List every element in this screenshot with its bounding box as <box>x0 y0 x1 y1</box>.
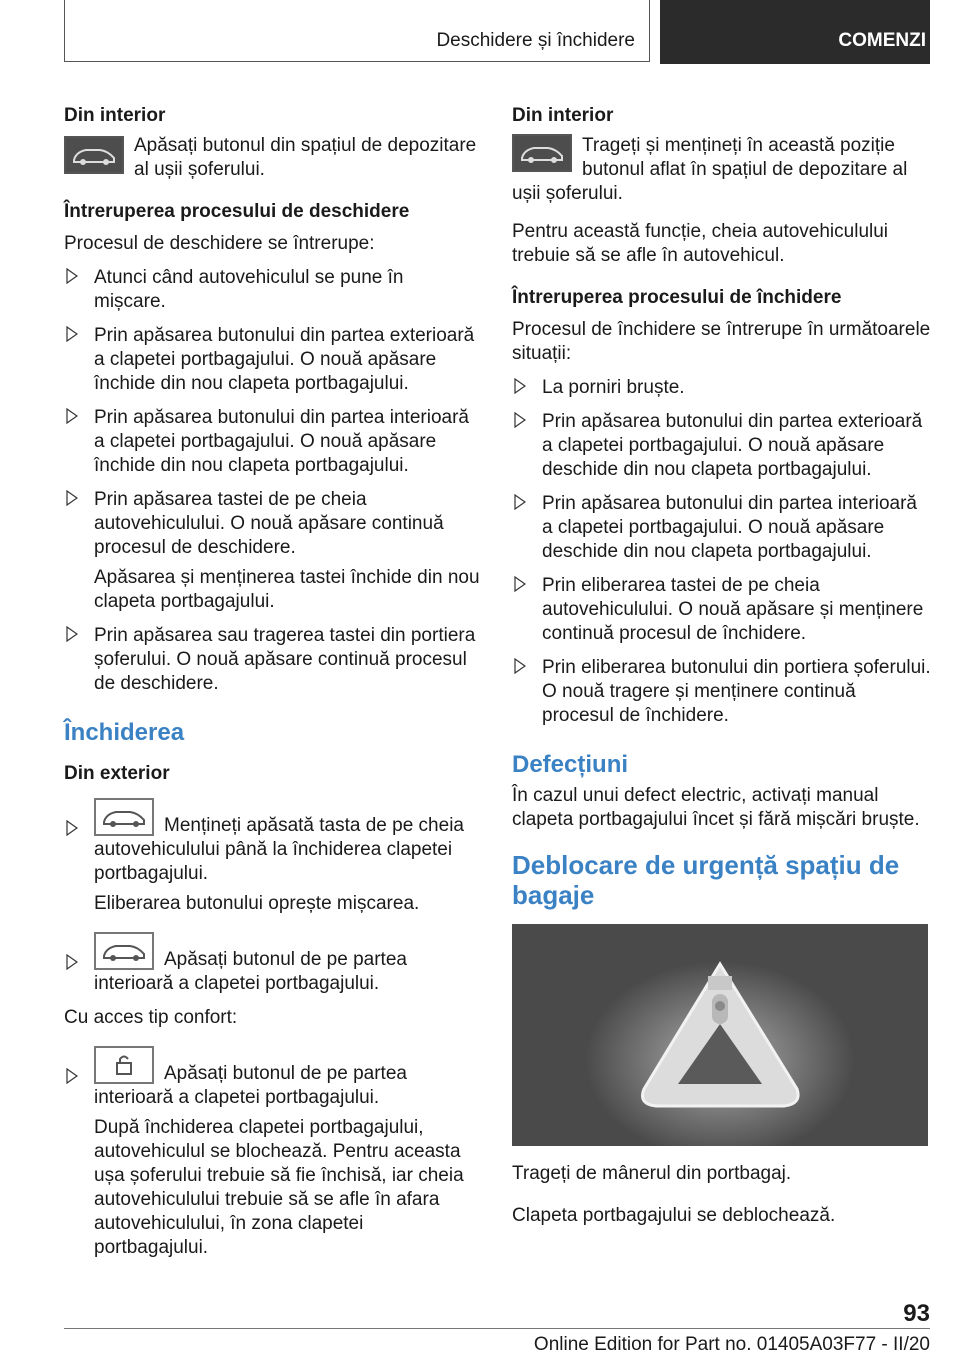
triangle-bullet-icon <box>66 408 78 424</box>
left-s2-title: Întreruperea procesului de deschidere <box>64 201 410 222</box>
section-title: Deschidere și închidere <box>436 30 635 51</box>
right-column <box>512 104 932 1238</box>
list-item: Prin apăsarea sau tragerea tastei din portiera șoferului. O nouă apăsare continuă procesul de deschidere. <box>64 624 480 696</box>
defectiuni-text: În cazul unui defect electric, activați manual clapeta portbagajului încet și fără mișcări bruște. <box>512 785 920 830</box>
page-number: 93 <box>903 1300 930 1327</box>
left-column <box>64 104 480 1270</box>
left-s3-title: Din exterior <box>64 763 170 784</box>
list-item: Prin apăsarea butonului din partea exterioară a clapetei portbagajului. O nouă apăsare deschide din nou clapeta portbagajului. <box>512 410 932 482</box>
list-item: Prin apăsarea tastei de pe cheia autovehiculului. O nouă apăsare continuă procesul de deschidere. Apăsarea și menținerea tastei închide din nou clapeta portbagajului. <box>64 488 480 614</box>
left-s1-row <box>64 136 480 182</box>
chapter-tab <box>660 0 930 64</box>
list-item: Prin apăsarea butonului din partea interioară a clapetei portbagajului. O nouă apăsare închide din nou clapeta portbagajului. <box>64 406 480 478</box>
list-item-continuation: Apăsarea și menținerea tastei închide din nou clapeta portbagajului. <box>94 567 480 612</box>
right-s1-title: Din interior <box>512 105 614 126</box>
triangle-bullet-icon <box>66 1068 78 1084</box>
left-s2-intro: Procesul de deschidere se întrerupe: <box>64 233 375 254</box>
list-item: Prin eliberarea butonului din portiera șoferului. O nouă tragere și menținere continuă procesul de închidere. <box>512 656 932 728</box>
section-title-box <box>64 0 650 62</box>
left-confort: Cu acces tip confort: <box>64 1007 238 1028</box>
right-s1-row <box>512 134 932 206</box>
lock-icon <box>94 1046 154 1084</box>
triangle-bullet-icon <box>66 954 78 970</box>
list-item: Prin eliberarea tastei de pe cheia autovehiculului. O nouă apăsare și menținere continuă procesul de închidere. <box>512 574 932 646</box>
list-item-continuation: După închiderea clapetei portbagajului, autovehiculul se blochează. Pentru aceasta ușa șoferului trebuie să fie închisă, iar cheia autovehiculului trebuie să se afle în afara autovehiculului, în zona clapetei portbagajului. <box>94 1117 464 1258</box>
chapter-title: COMENZI <box>838 30 926 51</box>
list-item-continuation: Eliberarea butonului oprește mișcarea. <box>94 893 420 914</box>
trunk-release-handle-photo <box>512 924 928 1146</box>
right-s1-note: Pentru această funcție, cheia autovehiculului trebuie să se afle în autovehicul. <box>512 221 889 266</box>
list-item: Mențineți apăsată tasta de pe cheia autovehiculului până la închiderea clapetei portbagajului. Eliberarea butonului oprește mișcarea. <box>64 798 480 916</box>
triangle-bullet-icon <box>66 326 78 342</box>
right-s2-intro: Procesul de închidere se întrerupe în următoarele situații: <box>512 319 931 364</box>
list-item: Prin apăsarea butonului din partea interioară a clapetei portbagajului. O nouă apăsare deschide din nou clapeta portbagajului. <box>512 492 932 564</box>
triangle-bullet-icon <box>514 494 526 510</box>
triangle-bullet-icon <box>66 268 78 284</box>
list-item: La porniri bruște. <box>512 376 932 400</box>
footer-edition: Online Edition for Part no. 01405A03F77 - II/20 <box>533 1334 930 1355</box>
triangle-bullet-icon <box>514 658 526 674</box>
car-tailgate-icon <box>64 136 124 174</box>
heading-inchiderea: Închiderea <box>64 719 185 746</box>
footer-divider <box>64 1328 930 1329</box>
heading-defectiuni: Defecțiuni <box>512 751 629 778</box>
left-s1-title: Din interior <box>64 105 166 126</box>
triangle-bullet-icon <box>514 412 526 428</box>
car-tailgate-icon <box>512 134 572 172</box>
triangle-bullet-icon <box>66 626 78 642</box>
triangle-bullet-icon <box>514 576 526 592</box>
right-s1-text: Trageți și mențineți în această poziție butonul aflat în spațiul de depozitare al ușii șoferului. <box>512 135 908 204</box>
car-tailgate-icon <box>94 798 154 836</box>
after-photo-text-1: Trageți de mânerul din portbagaj. <box>512 1163 792 1184</box>
heading-deblocare: Deblocare de urgență spațiu de bagaje <box>512 850 900 910</box>
list-item: Apăsați butonul de pe partea interioară a clapetei portbagajului. <box>64 932 480 996</box>
after-photo-text-2: Clapeta portbagajului se deblochează. <box>512 1205 836 1226</box>
page-header <box>64 0 930 64</box>
list-item: Prin apăsarea butonului din partea exterioară a clapetei portbagajului. O nouă apăsare închide din nou clapeta portbagajului. <box>64 324 480 396</box>
list-item: Atunci când autovehiculul se pune în mișcare. <box>64 266 480 314</box>
left-s1-text: Apăsați butonul din spațiul de depozitare al ușii șoferului. <box>134 135 477 180</box>
triangle-bullet-icon <box>66 820 78 836</box>
list-item: Apăsați butonul de pe partea interioară a clapetei portbagajului. După închiderea clapetei portbagajului, autovehiculul se blochează. Pentru aceasta ușa șoferului trebuie să fie închisă, iar cheia autovehiculului trebuie să se afle în afara autovehiculului, în zona clapetei portbagajului. <box>64 1046 480 1260</box>
triangle-bullet-icon <box>66 490 78 506</box>
right-s2-title: Întreruperea procesului de închidere <box>512 287 842 308</box>
triangle-bullet-icon <box>514 378 526 394</box>
car-tailgate-icon <box>94 932 154 970</box>
